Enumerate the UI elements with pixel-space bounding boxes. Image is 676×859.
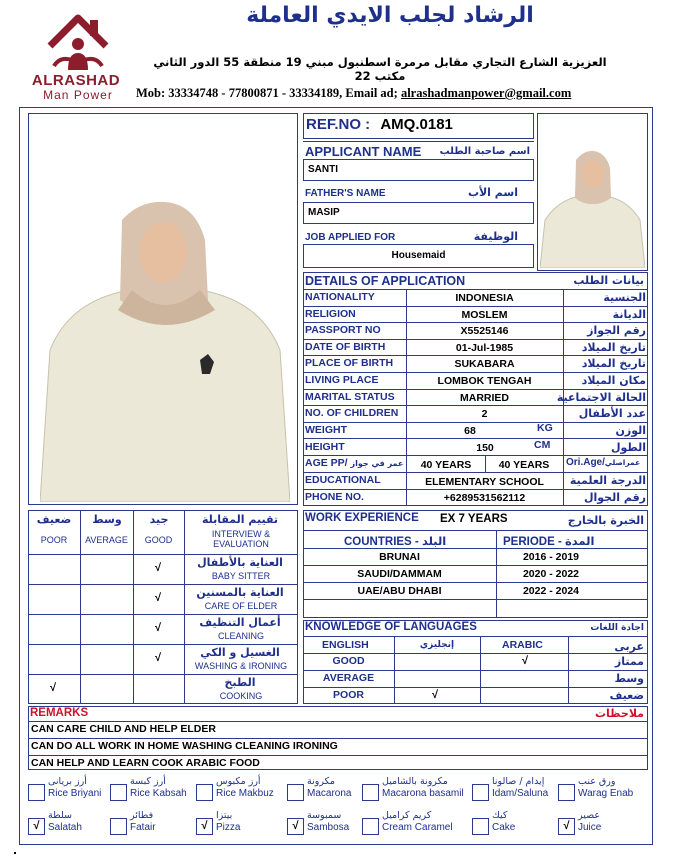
skill-label: CLEANING: [217, 631, 264, 641]
detail-label: RELIGION: [305, 307, 356, 320]
remark-line: CAN HELP AND LEARN COOK ARABIC FOOD: [31, 757, 260, 769]
food-checkbox[interactable]: √: [28, 818, 45, 835]
education-label-ar: الدرجة العلمية: [569, 474, 646, 487]
weight-label: WEIGHT: [305, 424, 347, 436]
language-level: AVERAGE: [322, 672, 375, 684]
language-level-ar: ضعيف: [609, 689, 644, 702]
logo-sub: Man Power: [43, 88, 113, 102]
food-checkbox[interactable]: [558, 784, 575, 801]
height-label-ar: الطول: [610, 441, 646, 454]
phone-label-ar: رقم الجوال: [583, 491, 646, 504]
detail-value: LOMBOK TENGAH: [437, 375, 532, 387]
remarks-label: REMARKS: [30, 707, 89, 719]
applicant-full-photo: [40, 200, 290, 502]
age-passport-value: 40 YEARS: [420, 459, 472, 471]
job-value: Housemaid: [391, 250, 446, 261]
experience-period: 2020 - 2022: [522, 568, 580, 580]
skill-label-ar: العناية بالأطفال: [197, 556, 283, 569]
detail-label: NO. OF CHILDREN: [305, 407, 399, 420]
details-label: DETAILS OF APPLICATION: [305, 274, 466, 288]
experience-period: 2016 - 2019: [522, 551, 580, 563]
applicant-name-label-ar: اسم صاحبة الطلب: [439, 146, 530, 157]
experience-country: UAE/ABU DHABI: [357, 585, 442, 597]
row-divider: [303, 322, 648, 323]
ref-label: REF.NO :: [306, 116, 371, 133]
detail-label: MARITAL STATUS: [305, 390, 395, 403]
skill-label-ar: العناية بالمسنين: [196, 586, 284, 599]
languages-label: KNOWLEDGE OF LANGUAGES: [305, 621, 477, 633]
english-level-mark: √: [432, 689, 439, 701]
detail-value: MOSLEM: [461, 308, 508, 321]
detail-value: X5525146: [460, 325, 509, 338]
food-name-ar: عصير: [578, 810, 601, 821]
countries-header: COUNTRIES - البلد: [344, 536, 447, 548]
house-people-icon: [28, 8, 128, 78]
phone-label: PHONE NO.: [305, 491, 364, 503]
education-label: EDUCATIONAL: [305, 474, 381, 486]
height-value: 150: [476, 442, 494, 454]
detail-value: SUKABARA: [454, 358, 515, 371]
detail-label-ar: الحالة الاجتماعية: [556, 390, 646, 404]
company-address: العزيزية الشارع التجاري مقابل مرمرة اسطنبول مبني 19 منطقة 55 الدور الثاني مكتب 22: [153, 55, 607, 83]
arabic-level-mark: √: [522, 655, 529, 667]
food-name-ar: كريم كراميل: [382, 810, 432, 821]
food-name: Sambosa: [307, 822, 350, 833]
ref-line: [306, 116, 453, 133]
languages-label-ar: اجادة اللغات: [590, 623, 644, 633]
average-header-ar: وسط: [92, 513, 122, 526]
weight-value: 68: [464, 425, 476, 437]
food-checkbox[interactable]: [362, 818, 379, 835]
food-name-ar: مكرونة: [307, 776, 335, 787]
detail-label: DATE OF BIRTH: [305, 340, 386, 353]
food-name: Cream Caramel: [382, 822, 453, 833]
detail-label: LIVING PLACE: [305, 374, 379, 386]
weight-label-ar: الوزن: [615, 424, 646, 437]
experience-country: BRUNAI: [379, 551, 420, 563]
food-name: Rice Briyani: [48, 788, 102, 799]
food-name: Rice Makbuz: [216, 788, 274, 799]
ori-age-en: Ori.Age/: [566, 457, 605, 468]
food-checkbox[interactable]: [472, 818, 489, 835]
language-level-ar: ممتاز: [614, 655, 644, 668]
age-label: [305, 457, 403, 469]
food-checkbox[interactable]: [287, 784, 304, 801]
skill-label-ar: الغسيل و الكي: [200, 646, 280, 659]
row-divider: [303, 372, 648, 373]
page-dot: [14, 852, 16, 854]
food-name-ar: بيتزا: [216, 810, 233, 821]
father-name-label: FATHER'S NAME: [305, 188, 386, 199]
evaluation-header-ar: تقييم المقابلة: [201, 513, 279, 526]
language-level-ar: وسط: [614, 672, 644, 685]
english-header: ENGLISH: [322, 639, 369, 651]
detail-label-ar: رقم الجواز: [587, 324, 646, 338]
detail-value: 01-Jul-1985: [455, 341, 514, 354]
food-checkbox[interactable]: [362, 784, 379, 801]
job-label-ar: الوظيفة: [473, 230, 518, 243]
detail-label-ar: عدد الأطفال: [578, 407, 646, 421]
weight-unit: KG: [537, 422, 553, 434]
food-name: Juice: [578, 822, 602, 833]
row-divider: [303, 422, 648, 423]
remark-line: CAN DO ALL WORK IN HOME WASHING CLEANING IRONING: [31, 740, 338, 752]
skill-good-mark: √: [155, 562, 162, 574]
remark-line: CAN CARE CHILD AND HELP ELDER: [31, 723, 216, 735]
skill-good-mark: √: [155, 622, 162, 634]
contact-email[interactable]: alrashadmanpower@gmail.com: [400, 86, 572, 100]
evaluation-header: INTERVIEW & EVALUATION: [211, 529, 271, 549]
row-divider: [303, 355, 648, 356]
food-name: Idam/Saluna: [492, 788, 549, 799]
food-name-ar: ورق عنب: [578, 776, 616, 787]
food-name: Salatah: [48, 822, 82, 833]
average-header: AVERAGE: [85, 535, 128, 545]
skill-label: WASHING & IRONING: [194, 661, 288, 671]
job-label: JOB APPLIED FOR: [305, 232, 396, 243]
food-name: Pizza: [216, 822, 241, 833]
food-name: Warag Enab: [578, 788, 634, 799]
food-name-ar: كيك: [492, 810, 508, 821]
detail-label: NATIONALITY: [305, 291, 375, 303]
row-divider: [303, 582, 648, 583]
experience-value: EX 7 YEARS: [440, 513, 508, 525]
food-checkbox[interactable]: √: [287, 818, 304, 835]
contact-phones: Mob: 33334748 - 77800871 - 33334189, Email ad;: [136, 86, 401, 100]
language-level: POOR: [333, 689, 364, 701]
ori-age-ar: عمراصلي: [604, 458, 641, 467]
food-name-ar: سلطة: [48, 810, 72, 821]
food-name-ar: سمبوسة: [307, 810, 342, 821]
skill-good-mark: √: [155, 592, 162, 604]
phone-value: +6289531562112: [443, 492, 526, 504]
skill-label: CARE OF ELDER: [204, 601, 278, 611]
food-name-ar: أرز كبسة: [130, 776, 166, 787]
age-label-en: AGE PP/: [305, 457, 348, 469]
english-header-ar: إنجليزي: [419, 640, 455, 650]
ori-age-label: [566, 457, 640, 468]
experience-label-ar: الخبرة بالخارج: [567, 514, 644, 527]
applicant-small-photo: [540, 150, 645, 268]
food-checkbox[interactable]: [110, 818, 127, 835]
education-value: ELEMENTARY SCHOOL: [425, 476, 544, 488]
detail-label-ar: مكان الميلاد: [581, 374, 646, 387]
food-name-ar: أرز بريانى: [48, 776, 87, 787]
arabic-header-ar: عربى: [614, 640, 644, 653]
detail-label: PLACE OF BIRTH: [305, 357, 394, 370]
skill-label: COOKING: [219, 691, 263, 701]
applicant-name-value: SANTI: [308, 164, 338, 175]
detail-value: 2: [481, 408, 488, 421]
row-divider: [303, 389, 648, 390]
row-divider: [303, 306, 648, 307]
father-name-value: MASIP: [308, 207, 340, 218]
language-level: GOOD: [332, 655, 365, 667]
detail-label: PASSPORT NO: [305, 324, 381, 337]
details-label-ar: بيانات الطلب: [573, 274, 644, 287]
row-divider: [303, 339, 648, 340]
good-header: GOOD: [144, 535, 173, 545]
detail-label-ar: الجنسية: [603, 291, 646, 304]
row-divider: [303, 599, 648, 600]
food-name: Cake: [492, 822, 516, 833]
food-name-ar: إيدام / صالونا: [492, 776, 545, 787]
detail-label-ar: الديانة: [612, 307, 646, 321]
food-checkbox[interactable]: [110, 784, 127, 801]
experience-period: 2022 - 2024: [522, 585, 580, 597]
remarks-label-ar: ملاحظات: [595, 707, 644, 720]
food-checkbox[interactable]: [28, 784, 45, 801]
skill-label-ar: أعمال التنظيف: [199, 616, 281, 629]
age-label-ar: عمر في جواز: [350, 459, 404, 468]
detail-value: INDONESIA: [455, 292, 514, 304]
detail-label-ar: تاريخ الميلاد: [581, 357, 646, 371]
food-name-ar: أرز مكبوس: [216, 776, 261, 787]
ref-value: AMQ.0181: [380, 116, 453, 133]
skill-good-mark: √: [155, 652, 162, 664]
food-checkbox[interactable]: √: [558, 818, 575, 835]
food-checkbox[interactable]: √: [196, 818, 213, 835]
father-name-label-ar: اسم الأب: [467, 186, 518, 199]
applicant-name-label: APPLICANT NAME: [305, 144, 422, 159]
skill-poor-mark: √: [50, 682, 57, 694]
skill-label: BABY SITTER: [211, 571, 271, 581]
food-name-ar: فطائر: [130, 810, 154, 821]
food-name: Macarona: [307, 788, 352, 799]
periode-header: PERIODE - المدة: [503, 536, 595, 548]
experience-country: SAUDI/DAMMAM: [357, 568, 442, 580]
height-unit: CM: [534, 439, 551, 451]
height-label: HEIGHT: [305, 441, 345, 453]
skill-label-ar: الطبخ: [224, 676, 256, 689]
logo-name: ALRASHAD: [31, 72, 121, 89]
food-name: Rice Kabsah: [130, 788, 187, 799]
arabic-header: ARABIC: [502, 639, 543, 651]
row-divider: [303, 565, 648, 566]
food-checkbox[interactable]: [196, 784, 213, 801]
poor-header: POOR: [40, 535, 68, 545]
detail-value: MARRIED: [460, 391, 509, 404]
food-checkbox[interactable]: [472, 784, 489, 801]
experience-label: WORK EXPERIENCE: [305, 512, 419, 524]
poor-header-ar: ضعيف: [36, 513, 72, 526]
company-logo: [28, 8, 128, 104]
food-name: Macarona basamil: [382, 788, 464, 799]
food-name: Fatair: [130, 822, 156, 833]
good-header-ar: جيد: [149, 513, 169, 526]
company-title: الرشاد لجلب الايدي العاملة: [246, 3, 534, 28]
detail-label-ar: تاريخ الميلاد: [581, 340, 646, 354]
age-original-value: 40 YEARS: [498, 459, 550, 471]
contact-line: [136, 86, 656, 101]
food-name-ar: مكرونة بالشاميل: [382, 776, 448, 787]
